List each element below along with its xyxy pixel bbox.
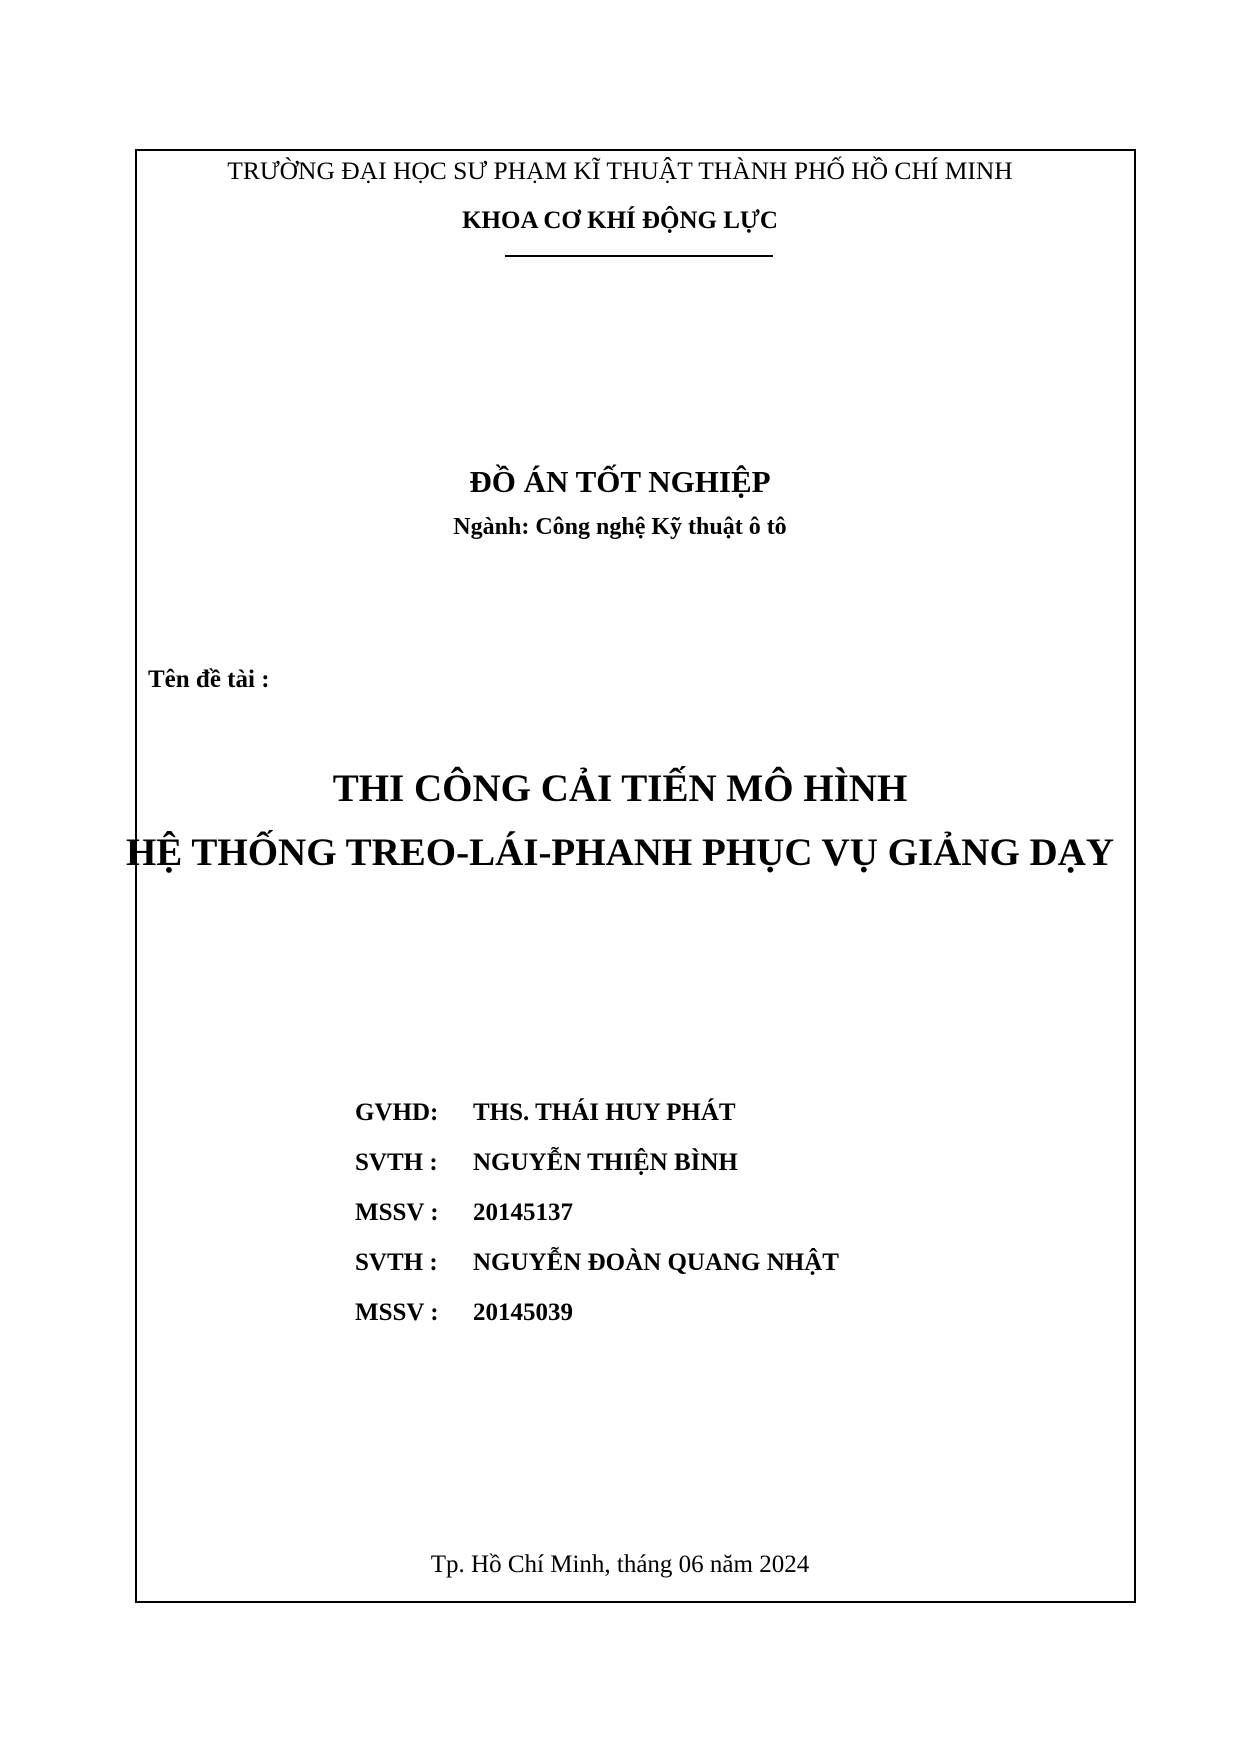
place-and-date: Tp. Hồ Chí Minh, tháng 06 năm 2024 (430, 1551, 810, 1578)
info-label: SVTH : (355, 1149, 438, 1176)
university-name: TRƯỜNG ĐẠI HỌC SƯ PHẠM KĨ THUẬT THÀNH PHỐ HỒ CHÍ MINH (227, 156, 1013, 185)
page-border-frame (135, 149, 1136, 1603)
info-value: THS. THÁI HUY PHÁT (473, 1099, 736, 1126)
topic-label: Tên đề tài : (148, 666, 270, 693)
faculty-name: KHOA CƠ KHÍ ĐỘNG LỰC (462, 207, 778, 234)
info-label: GVHD: (355, 1099, 439, 1126)
info-label: MSSV : (355, 1199, 439, 1226)
major: Ngành: Công nghệ Kỹ thuật ô tô (453, 514, 787, 540)
info-value: 20145039 (473, 1299, 573, 1326)
topic-title-line-1: THI CÔNG CẢI TIẾN MÔ HÌNH (332, 767, 908, 810)
info-label: SVTH : (355, 1249, 438, 1276)
header-divider (505, 255, 773, 257)
info-value: 20145137 (473, 1199, 573, 1226)
document-type: ĐỒ ÁN TỐT NGHIỆP (469, 464, 771, 499)
topic-title-line-2: HỆ THỐNG TREO-LÁI-PHANH PHỤC VỤ GIẢNG DẠY (125, 831, 1115, 874)
info-value: NGUYỄN THIỆN BÌNH (473, 1149, 738, 1176)
info-value: NGUYỄN ĐOÀN QUANG NHẬT (473, 1249, 839, 1276)
info-label: MSSV : (355, 1299, 439, 1326)
